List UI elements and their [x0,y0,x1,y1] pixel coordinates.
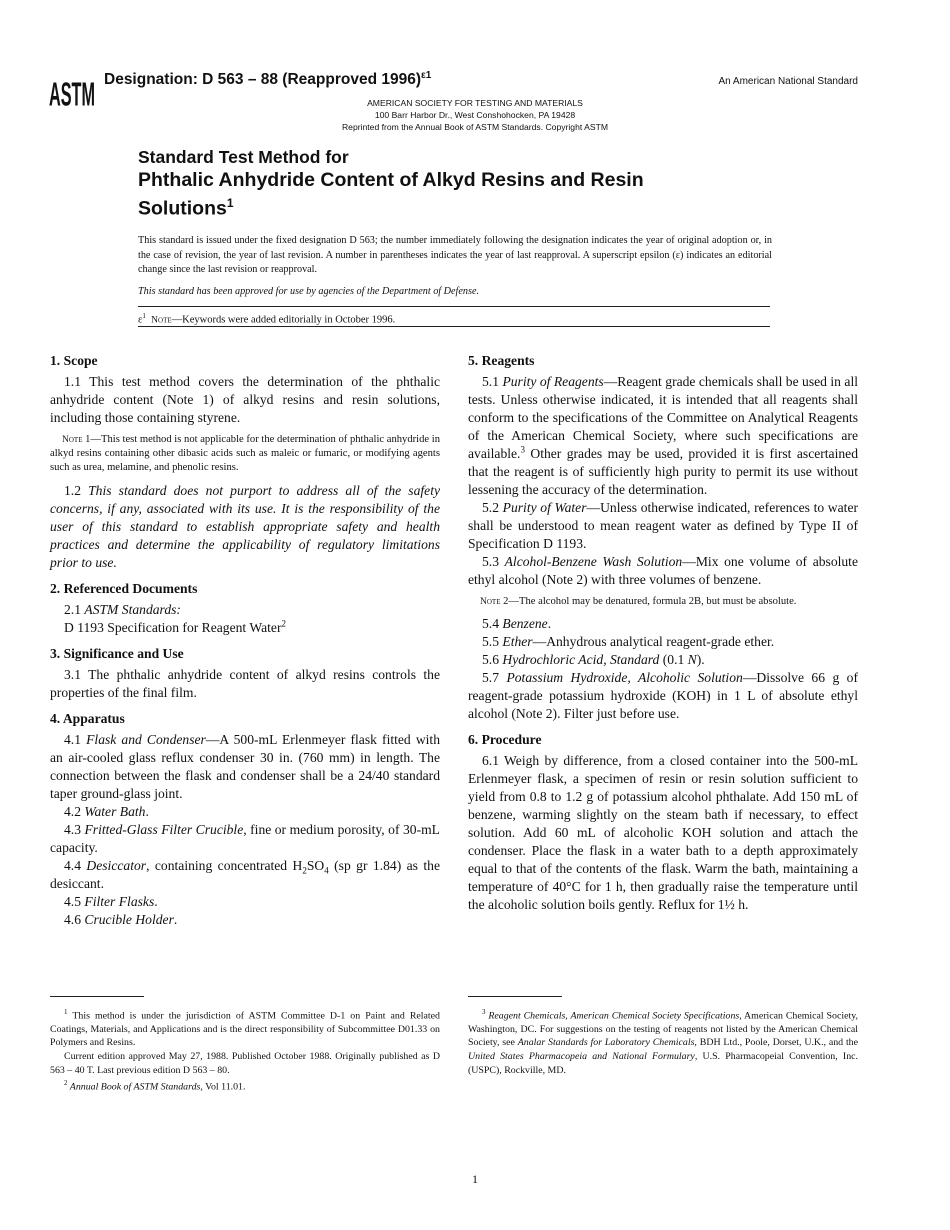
editorial-note: $\varepsilon^1$ Note—Keywords were added editorially in October 1996. [138,312,396,326]
paragraph-4-1: 4.1 Flask and Condenser—A 500-mL Erlenmeyer flask fitted with an air-cooled glass reflux condenser 30 in. (760 mm) in length. The connection between the flask and condenser shall be a 24/40 standard taper ground-glass joint. [50,731,441,801]
divider [138,326,770,327]
paragraph-1-2: 1.2 This standard does not purport to address all of the safety concerns, if any, associated with its use. It is the responsibility of the user of this standard to establish appropriate safety and health practices and determine the applicability of regulatory limitations prior to use. [50,482,441,570]
footnote-divider [50,996,144,997]
divider [138,306,770,307]
section-heading: 3. Significance and Use [50,645,184,661]
paragraph-4-6: 4.6 Crucible Holder. [64,911,178,927]
paragraph-5-5: 5.5 Ether—Anhydrous analytical reagent-grade ether. [482,634,775,650]
society-address: 100 Barr Harbor Dr., West Conshohocken, PA 19428 [374,110,576,120]
note-1: Note 1—This test method is not applicable for the determination of phthalic anhydride in alkyd resins containing other dibasic acids such as maleic or fumaric, or modifying agents such as urea, melamine, and phenolic resins. [50,434,440,474]
paragraph-4-3: 4.3 Fritted-Glass Filter Crucible, fine or medium porosity, of 30-mL capacity. [50,821,440,855]
paragraph-4-5: 4.5 Filter Flasks. [64,893,158,909]
designation-epsilon: ε1 [421,70,432,81]
section-heading: 4. Apparatus [50,710,125,726]
paragraph-2-1: 2.1 ASTM Standards: [64,601,181,617]
society-name: AMERICAN SOCIETY FOR TESTING AND MATERIALS [367,98,583,108]
section-heading: 6. Procedure [468,732,542,748]
society-block [0,97,950,133]
designation: Designation: D 563 – 88 (Reapproved 1996)$^{\varepsilon 1}$ [104,70,432,89]
footnote-3: $^3$ Reagent Chemicals, American Chemical Society Specifications, American Chemical Society, Washington, DC. For suggestions on the testing of reagents not listed by the American Chemical Society, see Analar Standards for Laboratory Chemicals, BDH Ltd., Poole, Dorset, U.K., and the United States Pharmacopeia and National Formulary, U.S. Pharmacopeial Convention, Inc. (USPC), Rockville, MD. [468,1008,859,1076]
paragraph-5-2: 5.2 Purity of Water—Unless otherwise indicated, references to water shall be understood to mean reagent water as defined by Type II of Specification D 1193. [468,500,858,551]
left-column [50,352,440,929]
paragraph-4-2: 4.2 Water Bath. [64,803,149,819]
section-heading: 2. Referenced Documents [50,580,198,596]
paragraph-5-4: 5.4 Benzene. [482,616,552,632]
footnote-1: $^1$ This method is under the jurisdiction of ASTM Committee D-1 on Paint and Related Coatings, Materials, and Applications and is the direct responsibility of Subcommittee D01.33 on Polymers and Resins. [50,1008,440,1049]
paragraph-5-1: 5.1 Purity of Reagents—Reagent grade chemicals shall be used in all tests. Unless otherwise indicated, it is intended that all reagents shall conform to the specifications of the Committee on Analytical Reagents of the American Chemical Society, where such specifications are available.$^3$ Other grades may be used, provided it is first ascertained that the reagent is of sufficiently high purity to permit its use without lessening the accuracy of the determination. [468,374,859,497]
paragraph-1-1: 1.1 This test method covers the determination of the phthalic anhydride content (Note 1) of alkyd resins and resin solutions, including those containing styrene. [50,374,440,425]
referenced-document: D 1193 Specification for Reagent Water$^2$ [64,618,286,635]
section-heading: 1. Scope [50,353,98,368]
footnote-2: $^2$ Annual Book of ASTM Standards, Vol 11.01. [64,1079,246,1093]
section-heading: 5. Reagents [468,353,535,368]
logo-text: ASTM [49,75,95,113]
paragraph-5-6: 5.6 Hydrochloric Acid, Standard (0.1 N). [482,652,705,668]
page-number: 1 [472,1172,478,1186]
paragraph-6-1: 6.1 Weigh by difference, from a closed container into the 500-mL Erlenmeyer flask, a specimen of resin or resin solution sufficient to yield from 0.8 to 1.2 g of potassium alcohol phthalate. Add 150 mL of benzene, warming slightly on the steam bath if necessary, to effect solution. Add 60 mL of alcoholic KOH solution and attach the condenser. Place the flask in a water bath to a depth approximately equal to that of the contents of the flask. Warm the bath, maintaining a temperature of 40°C for 1 h, then gradually raise the temperature until the alcoholic solution boils gently. Reflux for 1½ h. [468,753,858,913]
note-2: Note 2—The alcohol may be denatured, formula 2B, but must be absolute. [480,596,797,607]
title-footnote-ref: 1 [226,196,234,210]
paragraph-5-3: 5.3 Alcohol-Benzene Wash Solution—Mix one volume of absolute ethyl alcohol (Note 2) with three volumes of benzene. [468,554,858,587]
right-column [468,352,858,914]
paragraph-5-7: 5.7 Potassium Hydroxide, Alcoholic Solution—Dissolve 66 g of reagent-grade potassium hydroxide (KOH) in 1 L of absolute ethyl alcohol (Note 2). Filter just before use. [468,670,858,722]
title-line-2: Phthalic Anhydride Content of Alkyd Resins and Resin [138,169,644,191]
title-line-3: Solutions$^1$ [138,196,234,220]
reprint-notice: Reprinted from the Annual Book of ASTM Standards. Copyright ASTM [341,122,609,132]
footnote-1-edition: Current edition approved May 27, 1988. Published October 1988. Originally published as D 563 – 40 T. Last previous edition D 563 – 80. [50,1051,440,1076]
paragraph-3-1: 3.1 The phthalic anhydride content of alkyd resins controls the properties of the final film. [50,666,440,700]
issuance-statement: This standard is issued under the fixed designation D 563; the number immediately following the designation indicates the year of original adoption or, in the case of revision, the year of last revision. A number in parentheses indicates the year of last reapproval. A superscript epsilon (ε) indicates an editorial change since the last revision or reapproval. [138,235,772,275]
paragraph-4-4: 4.4 Desiccator, containing concentrated $H_2SO_4$ (sp gr 1.84) as the desiccant. [50,857,440,891]
title-line-1: Standard Test Method for [138,147,349,167]
footnotes-right [468,1006,858,1077]
document-title [138,146,644,221]
footnote-divider [468,996,562,997]
dod-statement: This standard has been approved for use by agencies of the Department of Defense. [138,286,480,297]
national-standard-label: An American National Standard [718,76,858,87]
footnotes-left [50,1006,440,1094]
